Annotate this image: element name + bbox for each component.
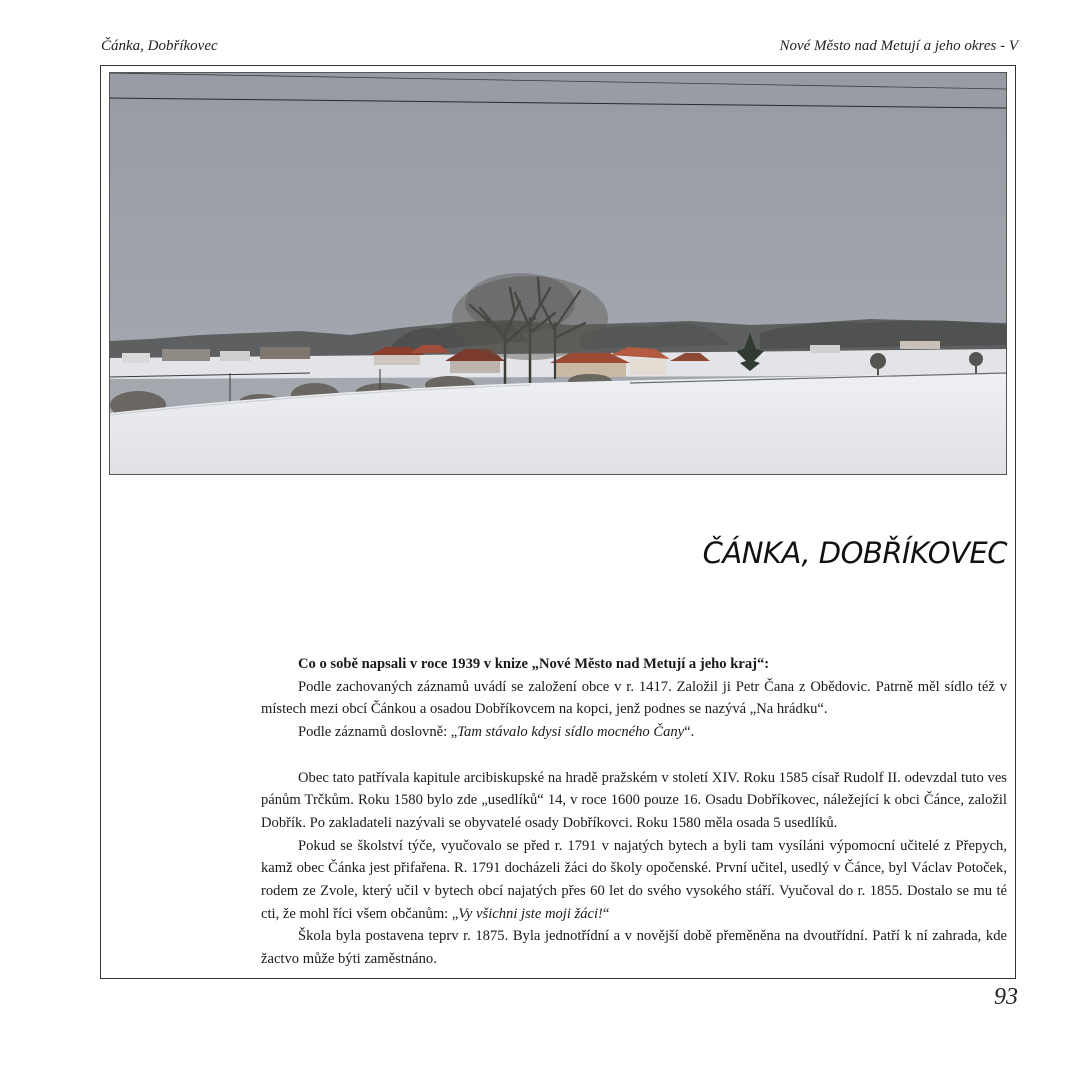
running-header-right: Nové Město nad Metují a jeho okres - V xyxy=(779,38,1018,54)
paragraph: Podle zachovaných záznamů uvádí se založení obce v r. 1417. Založil ji Petr Čana z Obědovic. Patrně měl sídlo též v místech mezi obcí Čánkou a osadou Dobříkovcem na kopci, jenž podnes se nazývá „Na hrádku“. xyxy=(261,678,1007,718)
paragraph: Škola byla postavena teprv r. 1875. Byla jednotřídní a v novější době přeměněna na dvoutřídní. Patří k ní zahrada, kde žactvo může býti zaměstnáno. xyxy=(261,928,1007,968)
school-quote-tail: “ xyxy=(602,905,610,922)
paragraph-quote xyxy=(261,721,1007,744)
quote-text: Tam stávalo kdysi sídlo mocného Čany xyxy=(457,724,685,741)
school-quote: Vy všichni jste moji žáci! xyxy=(458,905,603,922)
body-text xyxy=(261,653,1007,971)
winter-village-landscape-photo xyxy=(109,72,1007,475)
chapter-title: ČÁNKA, DOBŘÍKOVEC xyxy=(702,536,1007,570)
school-text: Pokud se školství týče, vyučovalo se před r. 1791 v najatých bytech a byli tam vysíláni výpomocní učitelé z Přepych, kamž obec Čánka jest přifařena. R. 1791 docházeli žáci do školy opočenské. První učitel, usedlý v Čánce, byl Václav Potoček, rodem ze Zvole, který učil v bytech obcí najatých přes 60 let do svého vysokého stáří. Vyučoval do r. 1855. Dostalo se mu té cti, že mohl říci všem občanům: „ xyxy=(261,837,1007,922)
quote-tail: “. xyxy=(684,724,695,741)
paragraph-school xyxy=(261,835,1007,926)
quote-lead: Podle záznamů doslovně: „ xyxy=(298,724,458,741)
intro-heading: Co o sobě napsali v roce 1939 v knize „Nové Město nad Metují a jeho kraj“: xyxy=(298,656,770,672)
page-number: 93 xyxy=(994,984,1018,1010)
paragraph: Obec tato patřívala kapitule arcibiskupské na hradě pražském v století XIV. Roku 1585 císař Rudolf II. odevzdal tuto ves pánům Trčkům. Roku 1580 bylo zde „usedlíků“ 14, v roce 1600 pouze 16. Osadu Dobříkovec, náležející k obci Čánce, založil Dobřík. Po zakladateli nazývali se obyvatelé osady Dobříkovci. Roku 1580 měla osada 5 usedlíků. xyxy=(261,769,1007,831)
running-header-left: Čánka, Dobříkovec xyxy=(101,38,218,54)
